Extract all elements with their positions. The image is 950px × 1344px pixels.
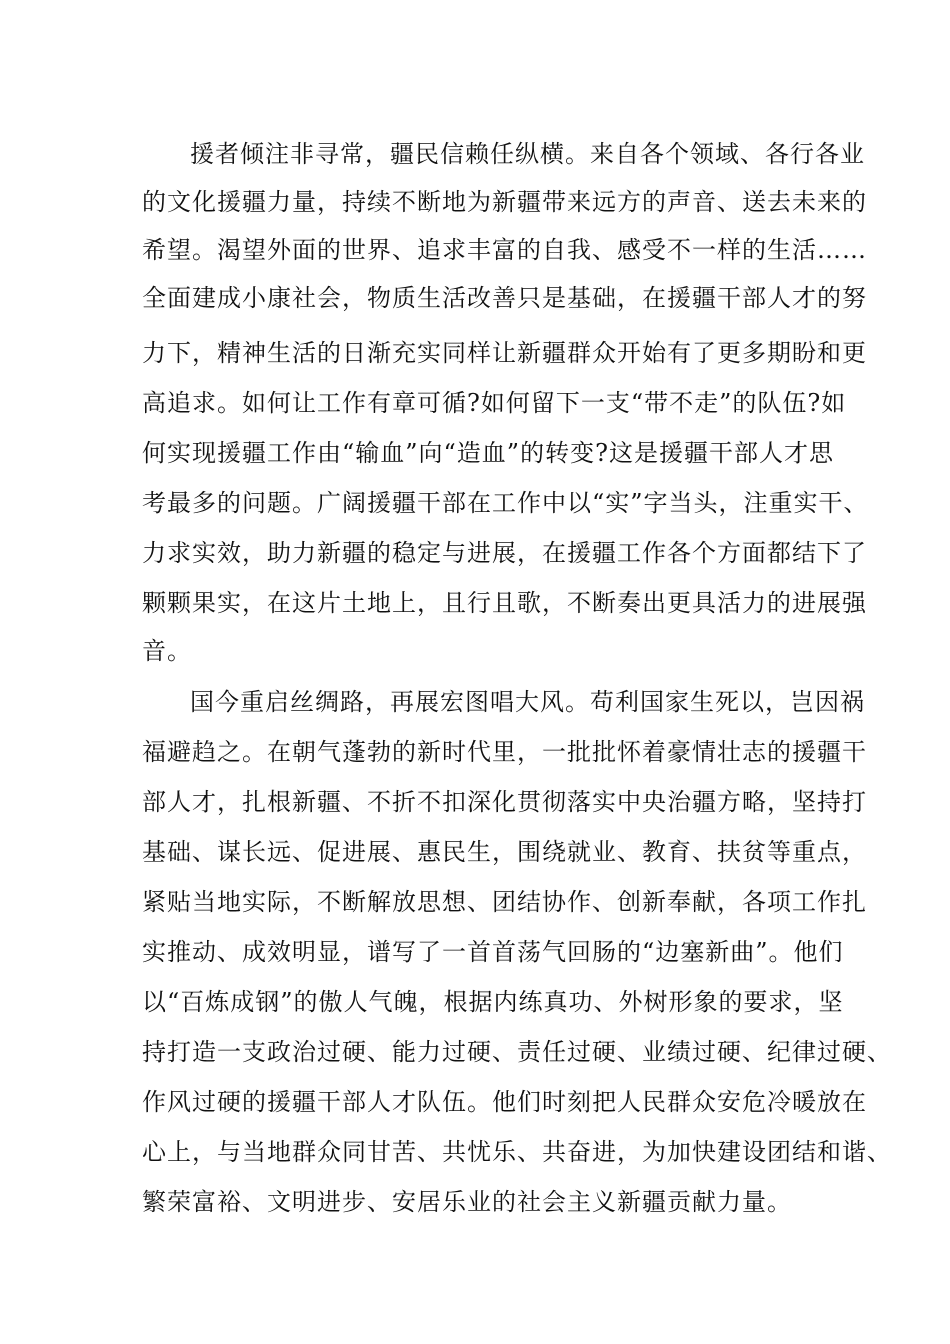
paragraph-1-line-11: 音。 [142,637,192,665]
paragraph-1-line-10: 颗颗果实，在这片土地上，且行且歌，不断奏出更具活力的进展强 [142,589,867,617]
paragraph-2-line-9: 作风过硬的援疆干部人才队伍。他们时刻把人民群众安危冷暖放在 [142,1088,867,1116]
paragraph-1-line-1: 援者倾注非寻常，疆民信赖任纵横。来自各个领域、各行各业 [190,140,865,168]
paragraph-2-line-2: 福避趋之。在朝气蓬勃的新时代里，一批批怀着豪情壮志的援疆干 [142,738,867,766]
paragraph-2-line-1: 国今重启丝绸路，再展宏图唱大风。苟利国家生死以，岂因祸 [190,688,865,716]
paragraph-1-line-7: 何实现援疆工作由“输血”向“造血”的转变?这是援疆干部人才思 [142,439,834,467]
paragraph-2-line-10: 心上，与当地群众同甘苦、共忧乐、共奋进，为加快建设团结和谐、 [142,1138,892,1166]
paragraph-2-line-6: 实推动、成效明显，谱写了一首首荡气回肠的“边塞新曲”。他们 [142,938,844,966]
paragraph-2-line-11: 繁荣富裕、文明进步、安居乐业的社会主义新疆贡献力量。 [142,1188,792,1216]
paragraph-2-line-5: 紧贴当地实际，不断解放思想、团结协作、创新奉献，各项工作扎 [142,888,867,916]
paragraph-1-line-2: 的文化援疆力量，持续不断地为新疆带来远方的声音、送去未来的 [142,188,867,216]
paragraph-1-line-3: 希望。渴望外面的世界、追求丰富的自我、感受不一样的生活…… [142,236,867,264]
paragraph-1-line-5: 力下，精神生活的日渐充实同样让新疆群众开始有了更多期盼和更 [142,339,867,367]
paragraph-1-line-9: 力求实效，助力新疆的稳定与进展，在援疆工作各个方面都结下了 [142,539,867,567]
paragraph-2-line-8: 持打造一支政治过硬、能力过硬、责任过硬、业绩过硬、纪律过硬、 [142,1038,892,1066]
paragraph-1-line-4: 全面建成小康社会，物质生活改善只是基础，在援疆干部人才的努 [142,284,867,312]
paragraph-1-line-8: 考最多的问题。广阔援疆干部在工作中以“实”字当头，注重实干、 [142,489,869,517]
paragraph-1-line-6: 高追求。如何让工作有章可循?如何留下一支“带不走”的队伍?如 [142,389,847,417]
paragraph-2-line-4: 基础、谋长远、促进展、惠民生，围绕就业、教育、扶贫等重点， [142,838,867,866]
paragraph-2-line-7: 以“百炼成钢”的傲人气魄，根据内练真功、外树形象的要求，坚 [142,988,844,1016]
paragraph-2-line-3: 部人才，扎根新疆、不折不扣深化贯彻落实中央治疆方略，坚持打 [142,788,867,816]
